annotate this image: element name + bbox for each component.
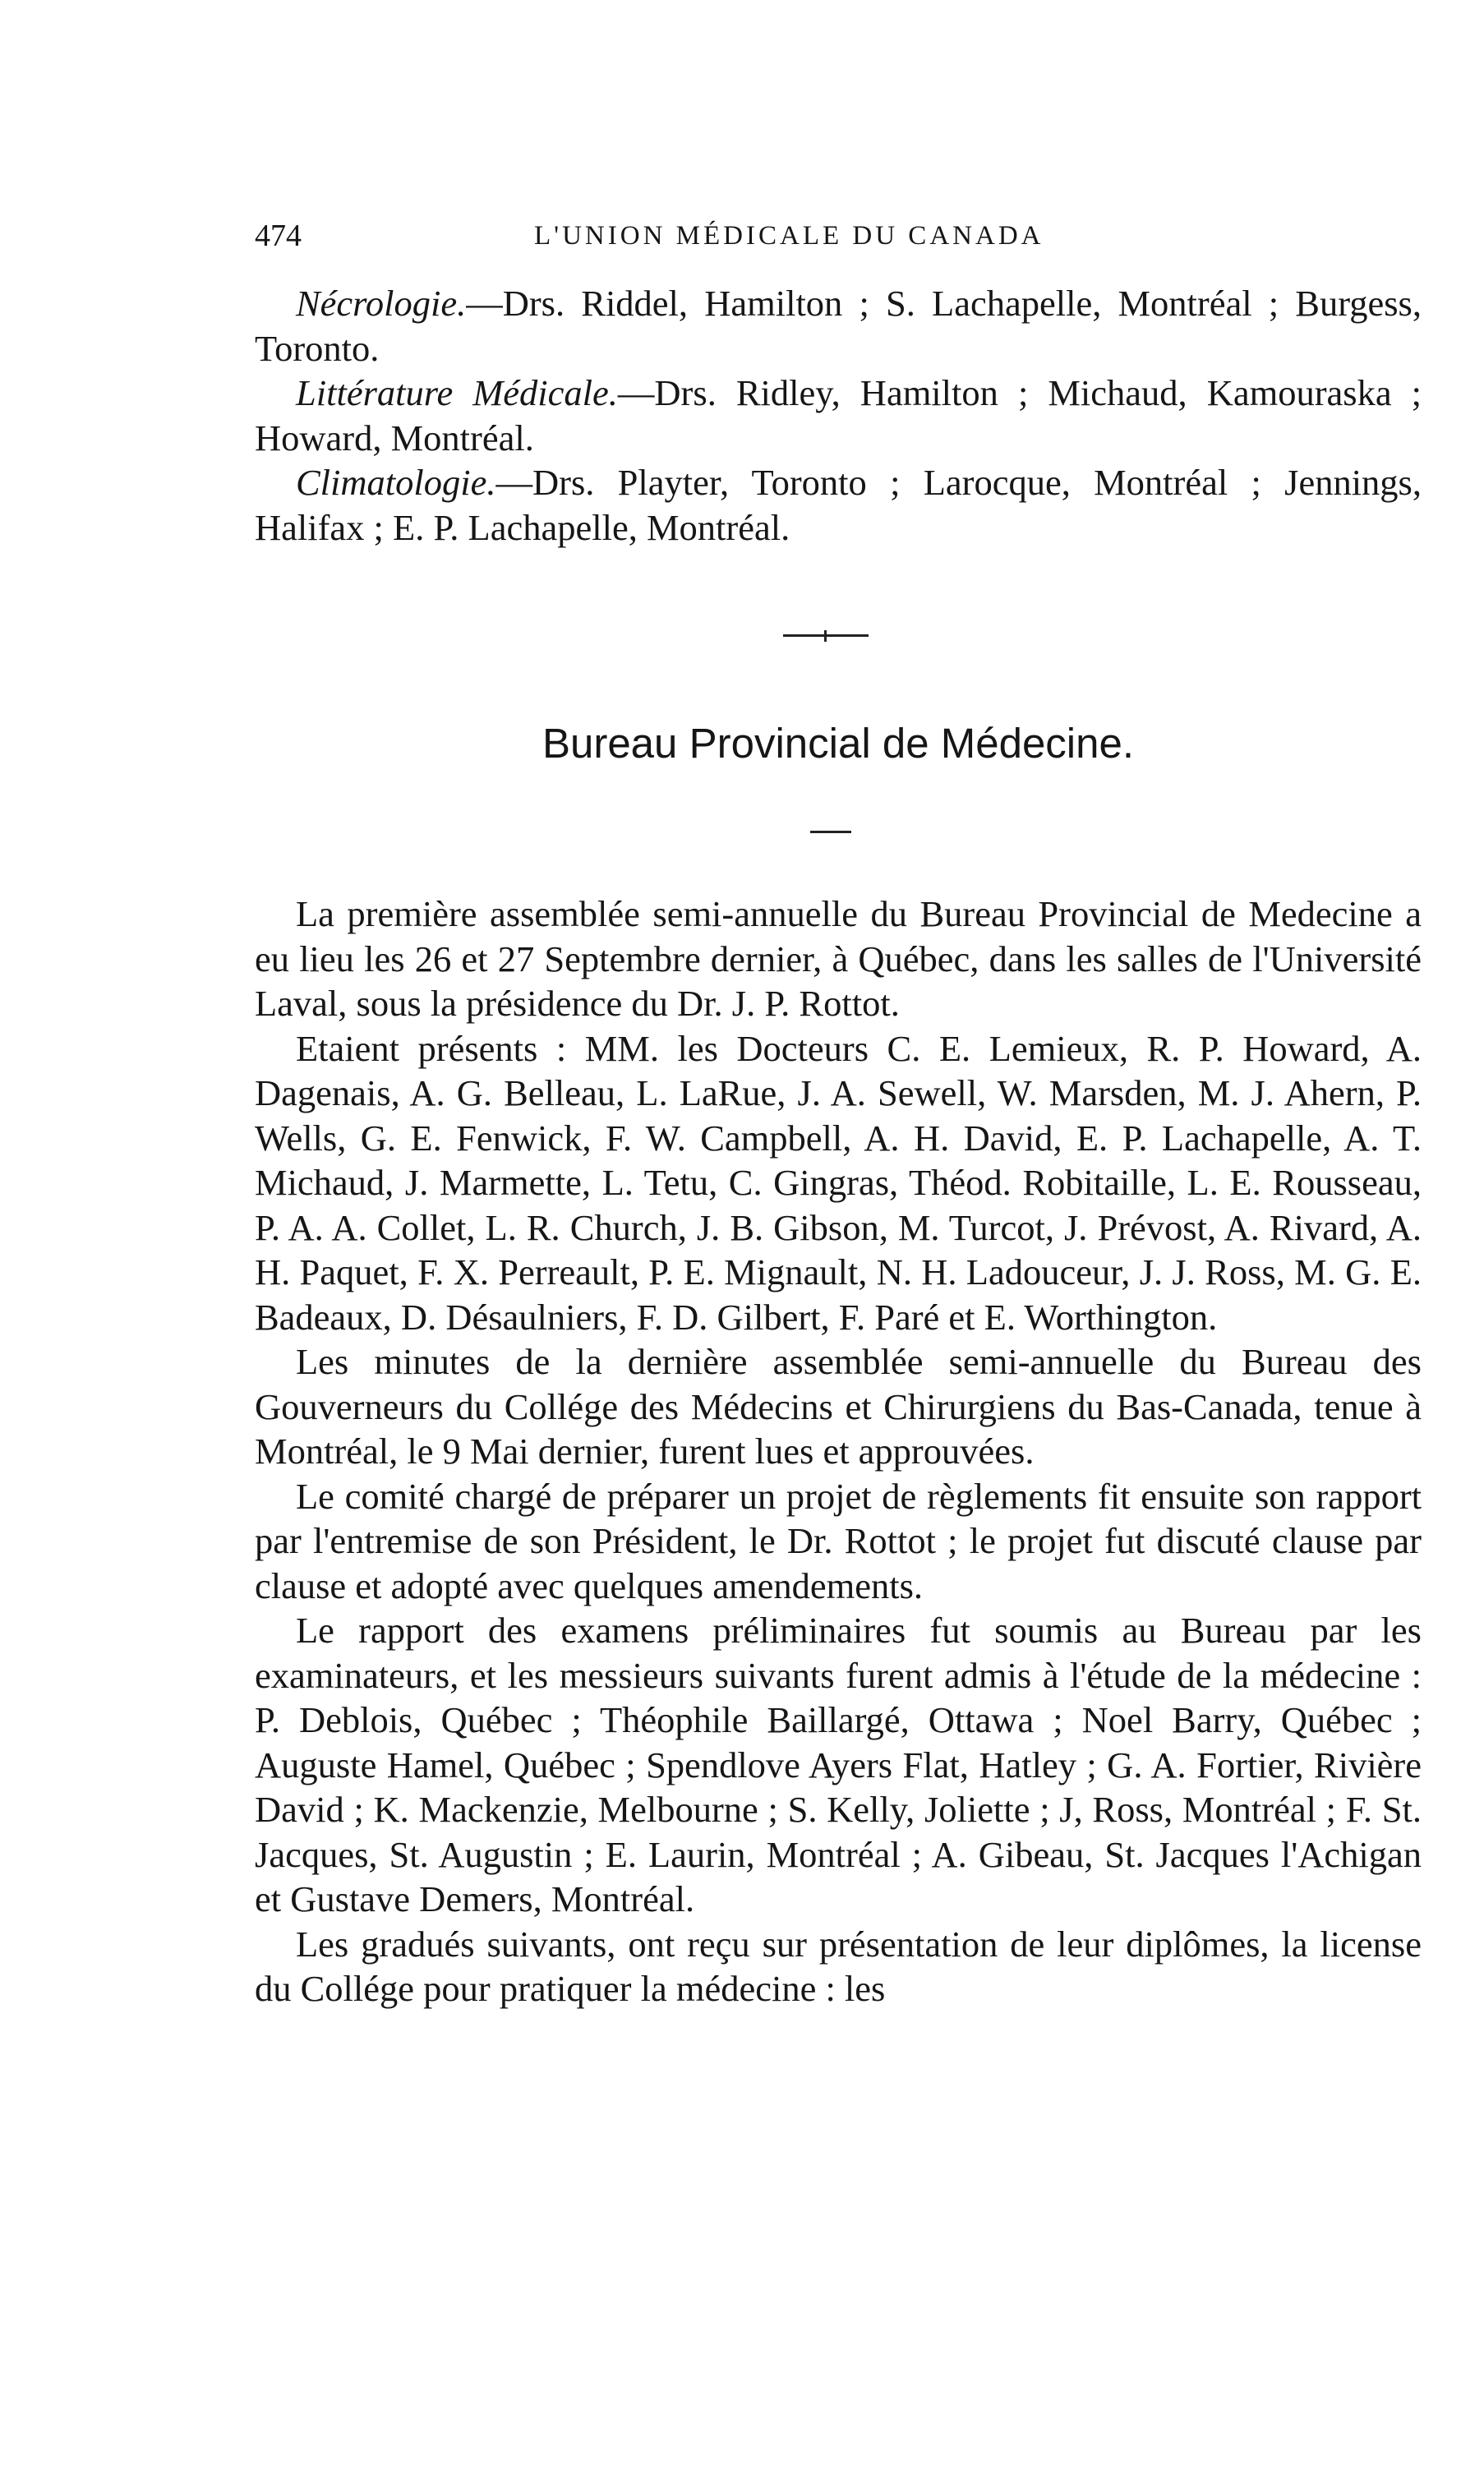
paragraph: Les gradués suivants, ont reçu sur présentation de leur diplômes, la license du Collége pour pratiquer la médecine : les [255, 1923, 1422, 2009]
short-rule [810, 831, 851, 833]
section-text: —Drs. Riddel, Hamilton ; S. Lachapelle, Montréal ; Burgess, Toronto. [255, 283, 1422, 369]
body-text [255, 892, 1422, 2011]
section-label: Climatologie. [296, 462, 496, 503]
section-text: —Drs. Playter, Toronto ; Larocque, Montréal ; Jennings, Halifax ; E. P. Lachapelle, Montréal. [255, 462, 1422, 548]
section-label: Nécrologie. [296, 283, 467, 324]
section-heading: Bureau Provincial de Médecine. [542, 720, 1135, 767]
paragraph: Les minutes de la dernière assemblée semi-annuelle du Bureau des Gouverneurs du Collége des Médecins et Chirurgiens du Bas-Canada, tenue à Montréal, le 9 Mai dernier, furent lues et approuvées. [255, 1341, 1422, 1472]
section-necrologie [255, 281, 1422, 371]
divider-tick [824, 630, 827, 642]
section-litterature [255, 371, 1422, 460]
paragraph: La première assemblée semi-annuelle du Bureau Provincial de Medecine a eu lieu les 26 et 27 Septembre dernier, à Québec, dans les salles de l'Université Laval, sous la présidence du Dr. J. P. Rottot. [255, 893, 1422, 1024]
paragraph: Etaient présents : MM. les Docteurs C. E. Lemieux, R. P. Howard, A. Dagenais, A. G. Belleau, L. LaRue, J. A. Sewell, W. Marsden, M. J. Ahern, P. Wells, G. E. Fenwick, F. W. Campbell, A. H. David, E. P. Lachapelle, A. T. Michaud, J. Marmette, L. Tetu, C. Gingras, Théod. Robitaille, L. E. Rousseau, P. A. A. Collet, L. R. Church, J. B. Gibson, M. Turcot, J. Prévost, A. Rivard, A. H. Paquet, F. X. Perreault, P. E. Mignault, N. H. Ladouceur, J. J. Ross, M. G. E. Badeaux, D. Désaulniers, F. D. Gilbert, F. Paré et E. Worthington. [255, 1027, 1422, 1338]
section-climatologie [255, 460, 1422, 550]
journal-title: L'UNION MÉDICALE DU CANADA [534, 221, 1044, 251]
section-text: —Drs. Ridley, Hamilton ; Michaud, Kamouraska ; Howard, Montréal. [255, 372, 1422, 458]
paragraph: Le rapport des examens préliminaires fut soumis au Bureau par les examinateurs, et les messieurs suivants furent admis à l'étude de la médecine : P. Deblois, Québec ; Théophile Baillargé, Ottawa ; Noel Barry, Québec ; Auguste Hamel, Québec ; Spendlove Ayers Flat, Hatley ; G. A. Fortier, Rivière David ; K. Mackenzie, Melbourne ; S. Kelly, Joliette ; J, Ross, Montréal ; F. St. Jacques, St. Augustin ; E. Laurin, Montréal ; A. Gibeau, St. Jacques l'Achigan et Gustave Demers, Montréal. [255, 1610, 1422, 1919]
paragraph: Le comité chargé de préparer un projet de règlements fit ensuite son rapport par l'entremise de son Président, le Dr. Rottot ; le projet fut discuté clause par clause et adopté avec quelques amendements. [255, 1475, 1422, 1606]
committee-sections [255, 281, 1422, 550]
page-number: 474 [255, 219, 302, 253]
section-label: Littérature Médicale. [296, 372, 618, 413]
running-head [255, 215, 1422, 256]
